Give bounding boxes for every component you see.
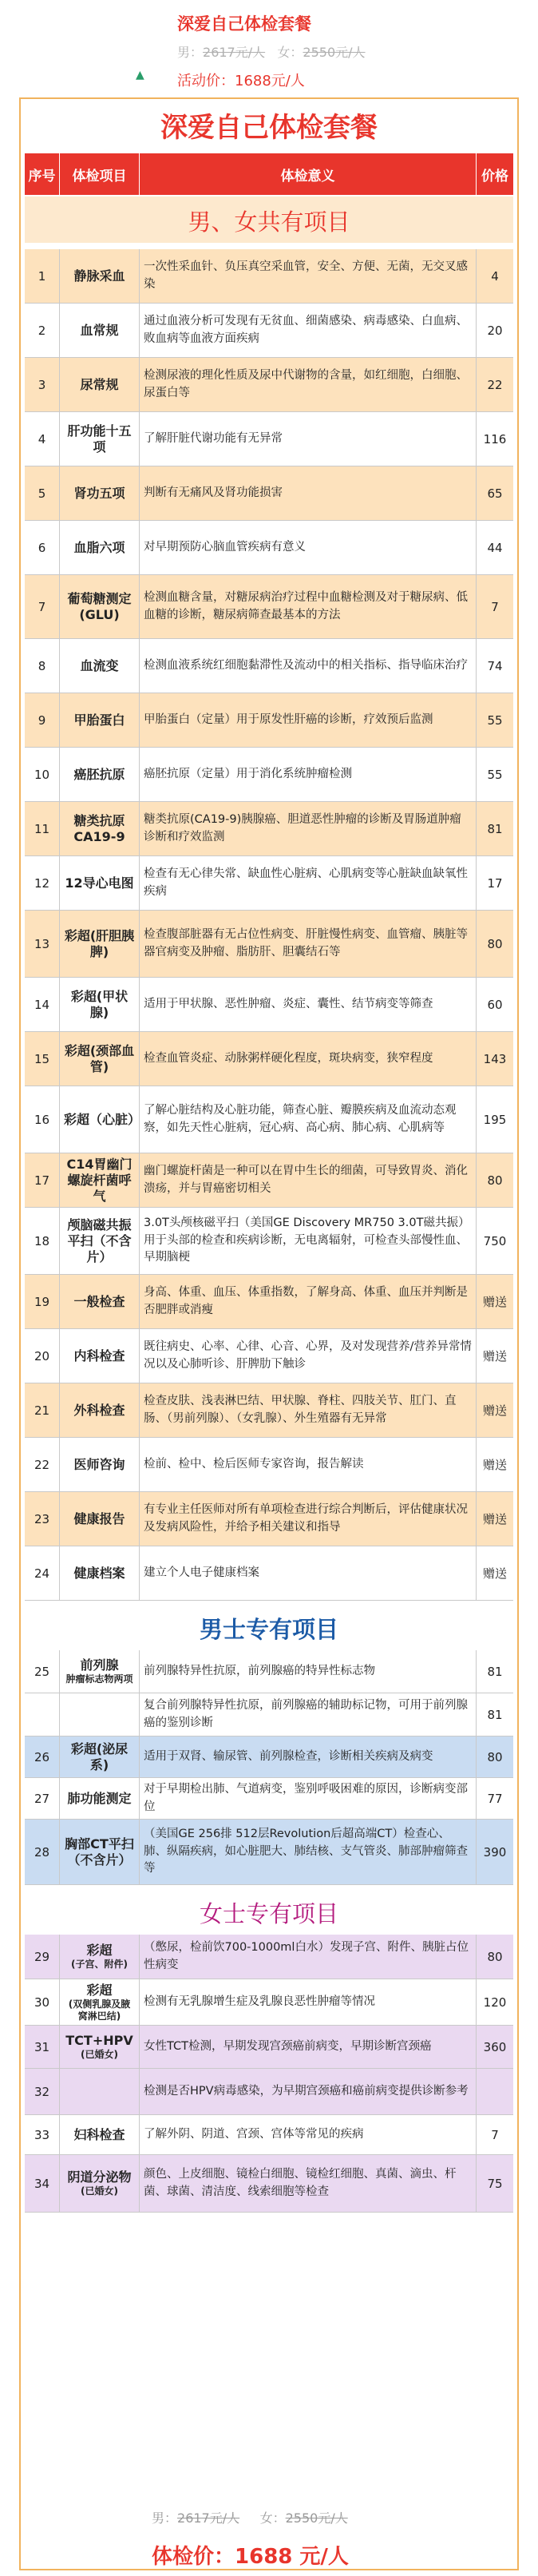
table-row [25,1153,513,1208]
table-row [25,748,513,802]
table-row [25,978,513,1032]
row-item-sub: (双侧乳腺及腋窝淋巴结) [68,1998,131,2022]
table-row [25,1492,513,1546]
row-number: 19 [25,1275,60,1328]
row-price: 81 [487,821,503,836]
row-number: 23 [25,1492,60,1546]
row-price: 7 [491,2127,499,2142]
footer-male-price: 2617元/人 [177,2511,240,2526]
top-header [0,0,538,96]
row-number: 29 [25,1935,60,1979]
row-price: 44 [487,540,503,555]
row-price: 赠送 [482,1349,507,1363]
row-item-wrap [65,875,133,891]
row-number: 24 [25,1546,60,1600]
col-header-price: 价格 [481,168,508,185]
row-number: 17 [25,1153,60,1207]
section-common-title: 男、女共有项目 [188,208,350,236]
row-item-sub: (已婚女) [81,2185,118,2197]
row-meaning: 检测是否HPV病毒感染，为早期宫颈癌和癌前病变提供诊断参考 [140,2069,477,2114]
row-item-name: 肺功能测定 [67,1790,132,1806]
row-item-wrap [64,591,135,623]
row-item-wrap [80,658,118,674]
female-price: 2550元/人 [303,45,366,60]
row-item-name: 阴道分泌物 [67,2169,132,2185]
table-row [25,1383,513,1438]
row-number: 33 [25,2115,60,2154]
row-number: 26 [25,1737,60,1777]
row-item [60,1383,140,1437]
row-meaning: 检查有无心律失常、缺血性心脏病、心肌病变等心脏缺血缺氧性疾病 [140,856,477,910]
row-meaning: 前列腺特异性抗原，前列腺癌的特异性标志物 [140,1650,477,1693]
row-item [60,358,140,411]
row-meaning: 检测尿液的理化性质及尿中代谢物的含量，如红细胞，白细胞、尿蛋白等 [140,358,477,411]
table-row [25,1329,513,1383]
row-item-name: 医师咨询 [73,1456,125,1472]
row-item-name: TCT+HPV [65,2033,133,2048]
row-item [60,249,140,303]
row-meaning: 对早期预防心脑血管疾病有意义 [140,521,477,574]
row-item-wrap [64,813,135,845]
row-price: 7 [491,599,499,614]
row-meaning: 检测血糖含量，对糖尿病治疗过程中血糖检测及对于糖尿病、低血糖的诊断，糖尿病筛查最基本的方法 [140,575,477,638]
row-item [60,1329,140,1383]
row-price: 22 [487,377,503,392]
table-row [25,2115,513,2155]
row-item-wrap [65,1657,133,1685]
table-row [25,521,513,575]
row-item [60,1208,140,1274]
row-number: 28 [25,1820,60,1884]
row-item-wrap [80,323,118,339]
row-item [60,1650,140,1693]
row-item-wrap [64,1217,135,1265]
row-item [60,1032,140,1086]
row-item-wrap [67,1791,131,1807]
row-price: 55 [487,712,503,728]
row-meaning: 了解外阴、阴道、宫颈、宫体等常见的疾病 [140,2115,477,2154]
row-item-name: 葡萄糖测定(GLU) [67,590,132,622]
row-meaning: 检查皮肤、浅表淋巴结、甲状腺、脊柱、四肢关节、肛门、直肠、（男前列腺）、（女乳腺）、外生殖器有无异常 [140,1383,477,1437]
row-item-name: 尿常规 [80,376,119,392]
row-item-name: 血流变 [80,657,119,673]
row-item-wrap [64,1741,135,1773]
row-meaning: 检测血液系统红细胞黏滞性及流动中的相关指标、指导临床治疗 [140,639,477,693]
row-meaning: 有专业主任医师对所有单项检查进行综合判断后，评估健康状况及发病风险性，并给予相关建议和指导 [140,1492,477,1546]
row-price: 赠送 [482,1458,507,1472]
row-item [60,412,140,466]
row-number: 8 [25,639,60,693]
header-title: 深爱自己体检套餐 [177,14,311,34]
row-meaning: 3.0T头颅核磁平扫（美国GE Discovery MR750 3.0T磁共振）用于头部的检查和疾病诊断，无电离辐射，可检查头部慢性血、早期脑梗 [140,1208,477,1274]
row-item [60,1979,140,2025]
row-meaning: 适用于双肾、输尿管、前列腺检查，诊断相关疾病及病变 [140,1737,477,1777]
table-row [25,575,513,639]
col-header-item: 体检项目 [60,153,140,195]
row-number: 11 [25,802,60,855]
row-item-wrap [71,1943,128,1971]
row-item-name: 肝功能十五项 [67,423,132,454]
row-item-wrap [73,1457,125,1473]
row-item-wrap [73,1348,125,1364]
table-row [25,2155,513,2213]
table-row [25,856,513,911]
row-number: 14 [25,978,60,1031]
row-item-name: 血脂六项 [73,539,125,555]
triangle-icon: ▲ [136,69,144,81]
row-number: 5 [25,466,60,520]
row-meaning: 复合前列腺特异性抗原，前列腺癌的辅助标记物，可用于前列腺癌的鉴别诊断 [140,1693,477,1736]
row-item-wrap [73,486,125,502]
row-price: 390 [483,1844,507,1860]
row-price: 80 [487,936,503,951]
row-number: 10 [25,748,60,801]
row-price: 120 [483,1995,507,2010]
row-item-name: 12导心电图 [65,875,134,891]
row-price: 360 [483,2039,507,2054]
row-meaning: 适用于甲状腺、恶性肿瘤、炎症、囊性、结节病变等筛查 [140,978,477,1031]
table-row [25,1650,513,1693]
row-meaning: 了解心脏结构及心脏功能，筛查心脏、瓣膜疾病及血流动态观察，如先天性心脏病，冠心病、高心病、肺心病、心肌病等 [140,1086,477,1153]
row-item-sub: (已婚女) [81,2049,118,2060]
row-price: 80 [487,1949,503,1964]
row-item-wrap [64,1157,135,1205]
table-row [25,1546,513,1601]
row-item [60,978,140,1031]
row-item-wrap [64,1836,135,1868]
table-row [25,1935,513,1979]
row-item-wrap [64,1983,135,2022]
section-male-title: 男士专有项目 [199,1616,338,1643]
row-price: 60 [487,997,503,1012]
table-row [25,2069,513,2115]
row-item [60,1275,140,1328]
row-item [60,639,140,693]
row-item [60,2115,140,2154]
row-item-name: C14胃幽门螺旋杆菌呼气 [66,1156,133,1204]
row-item-name: 内科检查 [73,1348,125,1363]
row-item [60,802,140,855]
row-item-name: 颅脑磁共振平扫（不含片） [67,1217,132,1264]
package-card [19,97,519,2570]
row-price: 195 [483,1112,507,1127]
row-price: 750 [483,1233,507,1248]
row-item-wrap [67,2169,131,2197]
row-item [60,1778,140,1819]
row-item-wrap [80,377,118,393]
row-item-wrap [73,1566,125,1582]
final-price: 1688 元/人 [235,2545,349,2569]
row-item-name: 外科检查 [73,1402,125,1418]
row-price: 17 [487,875,503,891]
row-item-wrap [64,1111,141,1128]
row-meaning: 通过血液分析可发现有无贫血、细菌感染、病毒感染、白血病、败血病等血液方面疾病 [140,304,477,357]
row-item [60,693,140,747]
row-price: 赠送 [482,1566,507,1581]
row-item-name: 彩超(颈部血管) [64,1042,135,1074]
row-price: 81 [487,1707,503,1722]
row-item [60,911,140,977]
row-meaning: 检查腹部脏器有无占位性病变、肝脏慢性病变、血管瘤、胰脏等器官病变及肿瘤、脂肪肝、胆囊结石等 [140,911,477,977]
row-price: 77 [487,1791,503,1806]
row-item-wrap [73,268,125,284]
row-number: 21 [25,1383,60,1437]
row-item [60,1438,140,1491]
row-item-wrap [64,928,135,960]
row-item [60,1546,140,1600]
table-row [25,2026,513,2069]
footer-male-label: 男： [152,2511,178,2526]
row-price: 65 [487,486,503,501]
row-number: 32 [25,2069,60,2114]
row-item [60,1820,140,1884]
row-item [60,2155,140,2212]
table-row [25,802,513,856]
row-meaning: 检测有无乳腺增生症及乳腺良恶性肿瘤等情况 [140,1979,477,2025]
row-meaning: 癌胚抗原（定量）用于消化系统肿瘤检测 [140,748,477,801]
table-row [25,1275,513,1329]
row-number: 7 [25,575,60,638]
row-item-name: 血常规 [80,322,119,338]
row-meaning: 对于早期检出肺、气道病变，鉴别呼吸困难的原因，诊断病变部位 [140,1778,477,1819]
row-item [60,856,140,910]
row-number: 34 [25,2155,60,2212]
row-meaning: 一次性采血针、负压真空采血管，安全、方便、无菌，无交叉感染 [140,249,477,303]
table-row [25,1737,513,1778]
row-price: 4 [491,268,499,284]
row-item-name: 健康档案 [73,1565,125,1581]
row-item-wrap [64,423,135,455]
row-item [60,2026,140,2068]
row-item-name: 彩超(泌尿系) [70,1740,129,1772]
row-item [60,1086,140,1153]
row-number: 2 [25,304,60,357]
table-row [25,1438,513,1492]
footer-final-price [152,2540,349,2570]
row-number: 15 [25,1032,60,1086]
row-number [25,1693,60,1736]
row-meaning: （美国GE 256排 512层Revolution后超高端CT）检查心、肺、纵隔疾病，如心脏肥大、肺结核、支气管炎、肺部肿瘤筛查等 [140,1820,477,1884]
table-row [25,1032,513,1086]
row-meaning: 甲胎蛋白（定量）用于原发性肝癌的诊断，疗效预后监测 [140,693,477,747]
row-meaning: 了解肝脏代谢功能有无异常 [140,412,477,466]
header-original-prices [177,42,366,61]
row-meaning: （憋尿，检前饮700-1000ml白水）发现子宫、附件、胰脏占位性病变 [140,1935,477,1979]
row-item-name: 肾功五项 [73,485,125,501]
row-item-name: 癌胚抗原 [73,766,125,782]
table-row [25,911,513,978]
row-number: 12 [25,856,60,910]
row-meaning: 检查血管炎症、动脉粥样硬化程度，斑块病变，狭窄程度 [140,1032,477,1086]
table-row [25,249,513,304]
row-number: 18 [25,1208,60,1274]
row-item [60,1492,140,1546]
male-price: 2617元/人 [203,45,266,60]
row-item-name: 一般检查 [73,1293,125,1309]
row-item-name: 前列腺 [80,1657,119,1673]
row-meaning: 判断有无痛风及肾功能损害 [140,466,477,520]
row-number: 22 [25,1438,60,1491]
row-item-wrap [73,1403,125,1419]
table-row [25,1086,513,1153]
footer-female-price: 2550元/人 [285,2511,348,2526]
row-number: 1 [25,249,60,303]
row-price: 80 [487,1749,503,1764]
row-item [60,575,140,638]
row-meaning: 颜色、上皮细胞、镜检白细胞、镜检红细胞、真菌、滴虫、杆菌、球菌、清洁度、线索细胞等检查 [140,2155,477,2212]
row-item-name: 糖类抗原CA19-9 [73,812,125,844]
row-price: 81 [487,1664,503,1679]
row-item-name: 彩超（心脏） [64,1111,141,1127]
row-item-wrap [64,989,135,1021]
final-label: 体检价： [152,2545,235,2569]
row-item-name: 甲胎蛋白 [73,712,125,728]
row-meaning: 幽门螺旋杆菌是一种可以在胃中生长的细菌，可导致胃炎、消化溃疡，并与胃癌密切相关 [140,1153,477,1207]
row-item-wrap [73,767,125,783]
row-item-name: 彩超(甲状腺) [70,988,129,1020]
row-number: 13 [25,911,60,977]
row-item-sub: 肿瘤标志物两项 [65,1673,133,1685]
table-row [25,358,513,412]
row-number: 16 [25,1086,60,1153]
row-price: 143 [483,1051,507,1066]
row-price: 80 [487,1173,503,1188]
col-header-meaning: 体检意义 [140,153,477,195]
row-number: 25 [25,1650,60,1693]
table-row [25,1208,513,1275]
table-row [25,639,513,693]
row-item [60,2069,140,2114]
row-item-wrap [73,1511,125,1527]
row-price: 75 [487,2176,503,2191]
row-number: 31 [25,2026,60,2068]
row-price: 赠送 [482,1295,507,1309]
row-number: 9 [25,693,60,747]
row-number: 4 [25,412,60,466]
row-item-name: 彩超 [86,1943,113,1958]
row-item-name: 彩超(肝胆胰脾) [64,927,135,959]
row-item-wrap [65,2033,133,2061]
section-female-title: 女士专有项目 [199,1900,338,1927]
row-price: 74 [487,658,503,673]
row-meaning: 糖类抗原(CA19-9)胰腺癌、胆道恶性肿瘤的诊断及胃肠道肿瘤诊断和疗效监测 [140,802,477,855]
row-meaning: 检前、检中、检后医师专家咨询，报告解读 [140,1438,477,1491]
activity-price: 活动价：1688元/人 [177,73,305,89]
col-header-no: 序号 [25,153,60,195]
table-row [25,1778,513,1820]
row-meaning: 身高、体重、血压、体重指数，了解身高、体重、血压并判断是否肥胖或消瘦 [140,1275,477,1328]
table-row [25,304,513,358]
table-row [25,466,513,521]
row-price [477,2069,513,2114]
female-label: 女： [277,45,303,60]
table-row [25,693,513,748]
row-price: 116 [483,431,507,447]
row-item [60,304,140,357]
row-price: 55 [487,767,503,782]
row-item [60,1935,140,1979]
row-number: 6 [25,521,60,574]
row-item [60,1153,140,1207]
row-meaning: 女性TCT检测，早期发现宫颈癌前病变，早期诊断宫颈癌 [140,2026,477,2068]
row-number: 3 [25,358,60,411]
table-row [25,412,513,466]
row-price: 赠送 [482,1512,507,1526]
footer-original-prices [152,2508,348,2526]
row-item [60,1693,140,1736]
row-item [60,521,140,574]
row-item-wrap [73,1294,125,1310]
card-title: 深爱自己体检套餐 [160,112,378,144]
table-row [25,1820,513,1885]
row-item-wrap [73,712,125,728]
row-price: 赠送 [482,1403,507,1418]
row-item-sub: (子宫、附件) [71,1959,128,1970]
male-label: 男： [177,45,204,60]
row-meaning: 既往病史、心率、心律、心音、心界，及对发现营养/营养异常情况以及心肺听诊、肝脾肋下触诊 [140,1329,477,1383]
row-meaning: 建立个人电子健康档案 [140,1546,477,1600]
table-header [25,153,513,195]
row-item-wrap [73,540,125,556]
row-item-name: 健康报告 [73,1510,125,1526]
row-item [60,748,140,801]
table-row [25,1693,513,1737]
row-number: 20 [25,1329,60,1383]
table-row [25,1979,513,2026]
row-number: 30 [25,1979,60,2025]
row-item-wrap [73,2127,125,2143]
row-item-name: 妇科检查 [73,2126,125,2142]
row-item [60,1737,140,1777]
row-number: 27 [25,1778,60,1819]
row-price: 20 [487,323,503,338]
footer-female-label: 女： [259,2511,286,2526]
row-item-name: 彩超 [86,1982,113,1998]
row-item-wrap [64,1043,135,1075]
row-item-name: 静脉采血 [73,268,125,284]
row-item-name: 胸部CT平扫（不含片） [65,1836,134,1868]
row-item [60,466,140,520]
